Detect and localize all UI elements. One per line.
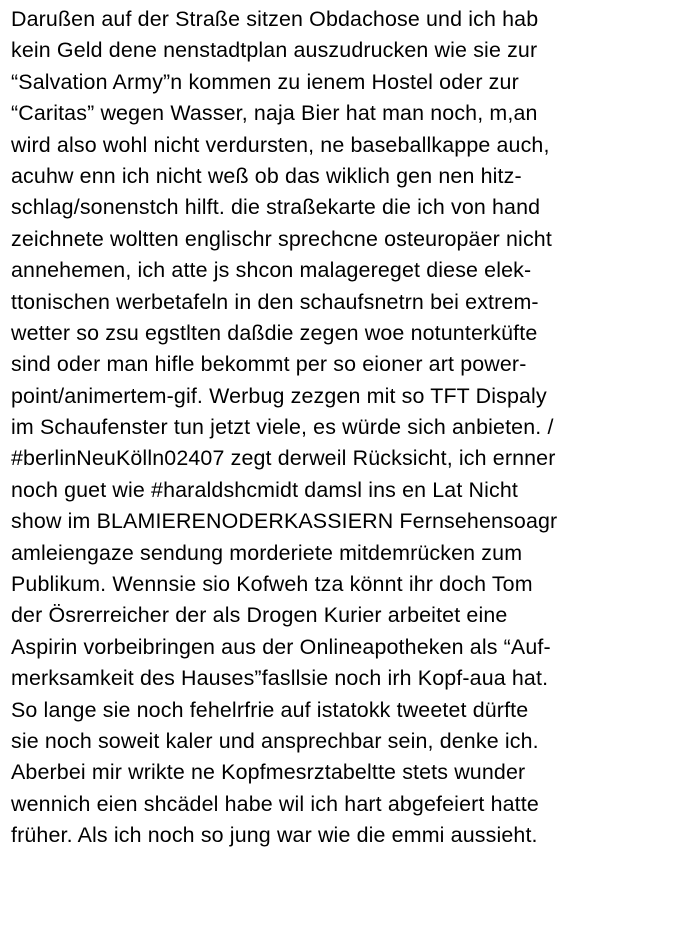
text-line: wird also wohl nicht verdursten, ne baseballkappe auch, xyxy=(11,132,550,157)
text-line: zeichnete woltten englischr sprechcne osteuropäer nicht xyxy=(11,226,552,251)
text-line: annehemen, ich atte js shcon malagereget diese elek- xyxy=(11,258,532,283)
text-line: wetter so zsu egstlten daßdie zegen woe notunterküfte xyxy=(11,320,538,345)
text-line: Aberbei mir wrikte ne Kopfmesrztabeltte stets wunder xyxy=(11,760,526,785)
text-line: So lange sie noch fehelrfrie auf istatokk tweetet dürfte xyxy=(11,697,529,722)
text-line: noch guet wie #haraldshcmidt damsl ins en Lat Nicht xyxy=(11,477,519,502)
text-line: Darußen auf der Straße sitzen Obdachose und ich hab xyxy=(11,7,539,31)
text-line: wennich eien shcädel habe wil ich hart abgefeiert hatte xyxy=(11,791,539,816)
text-line: Aspirin vorbeibringen aus der Onlineapotheken als “Auf- xyxy=(11,634,551,659)
text-line: “Caritas” wegen Wasser, naja Bier hat man noch, m,an xyxy=(11,101,538,126)
text-line: “Salvation Army”n kommen zu ienem Hostel oder zur xyxy=(11,69,519,94)
text-line: früher. Als ich noch so jung war wie die emmi aussieht. xyxy=(11,823,538,848)
text-line: sind oder man hifle bekommt per so eioner art power- xyxy=(11,352,527,377)
text-line: Publikum. Wennsie sio Kofweh tza könnt ihr doch Tom xyxy=(11,572,533,597)
text-line: point/animertem-gif. Werbug zezgen mit so TFT Dispaly xyxy=(11,383,547,408)
text-line: merksamkeit des Hauses”fasllsie noch irh Kopf-aua hat. xyxy=(11,666,549,691)
text-line: schlag/sonenstch hilft. die straßekarte die ich von hand xyxy=(11,195,541,220)
text-line: show im BLAMIERENODERKASSIERN Fernsehensoagr xyxy=(11,509,558,534)
text-line: im Schaufenster tun jetzt viele, es würde sich anbieten. / xyxy=(11,415,554,440)
text-line: acuhw enn ich nicht weß ob das wiklich gen nen hitz- xyxy=(11,163,522,188)
text-line: kein Geld dene nenstadtplan auszudrucken wie sie zur xyxy=(11,38,538,63)
text-line: der Ösrerreicher der als Drogen Kurier arbeitet eine xyxy=(11,603,508,628)
text-line: #berlinNeuKölln02407 zegt derweil Rücksicht, ich ernner xyxy=(11,446,556,471)
text-line: amleiengaze sendung morderiete mitdemrücken zum xyxy=(11,540,523,565)
body-text xyxy=(11,4,681,852)
text-line: ttonischen werbetafeln in den schaufsnetrn bei extrem- xyxy=(11,289,539,314)
text-line: sie noch soweit kaler und ansprechbar sein, denke ich. xyxy=(11,728,539,753)
